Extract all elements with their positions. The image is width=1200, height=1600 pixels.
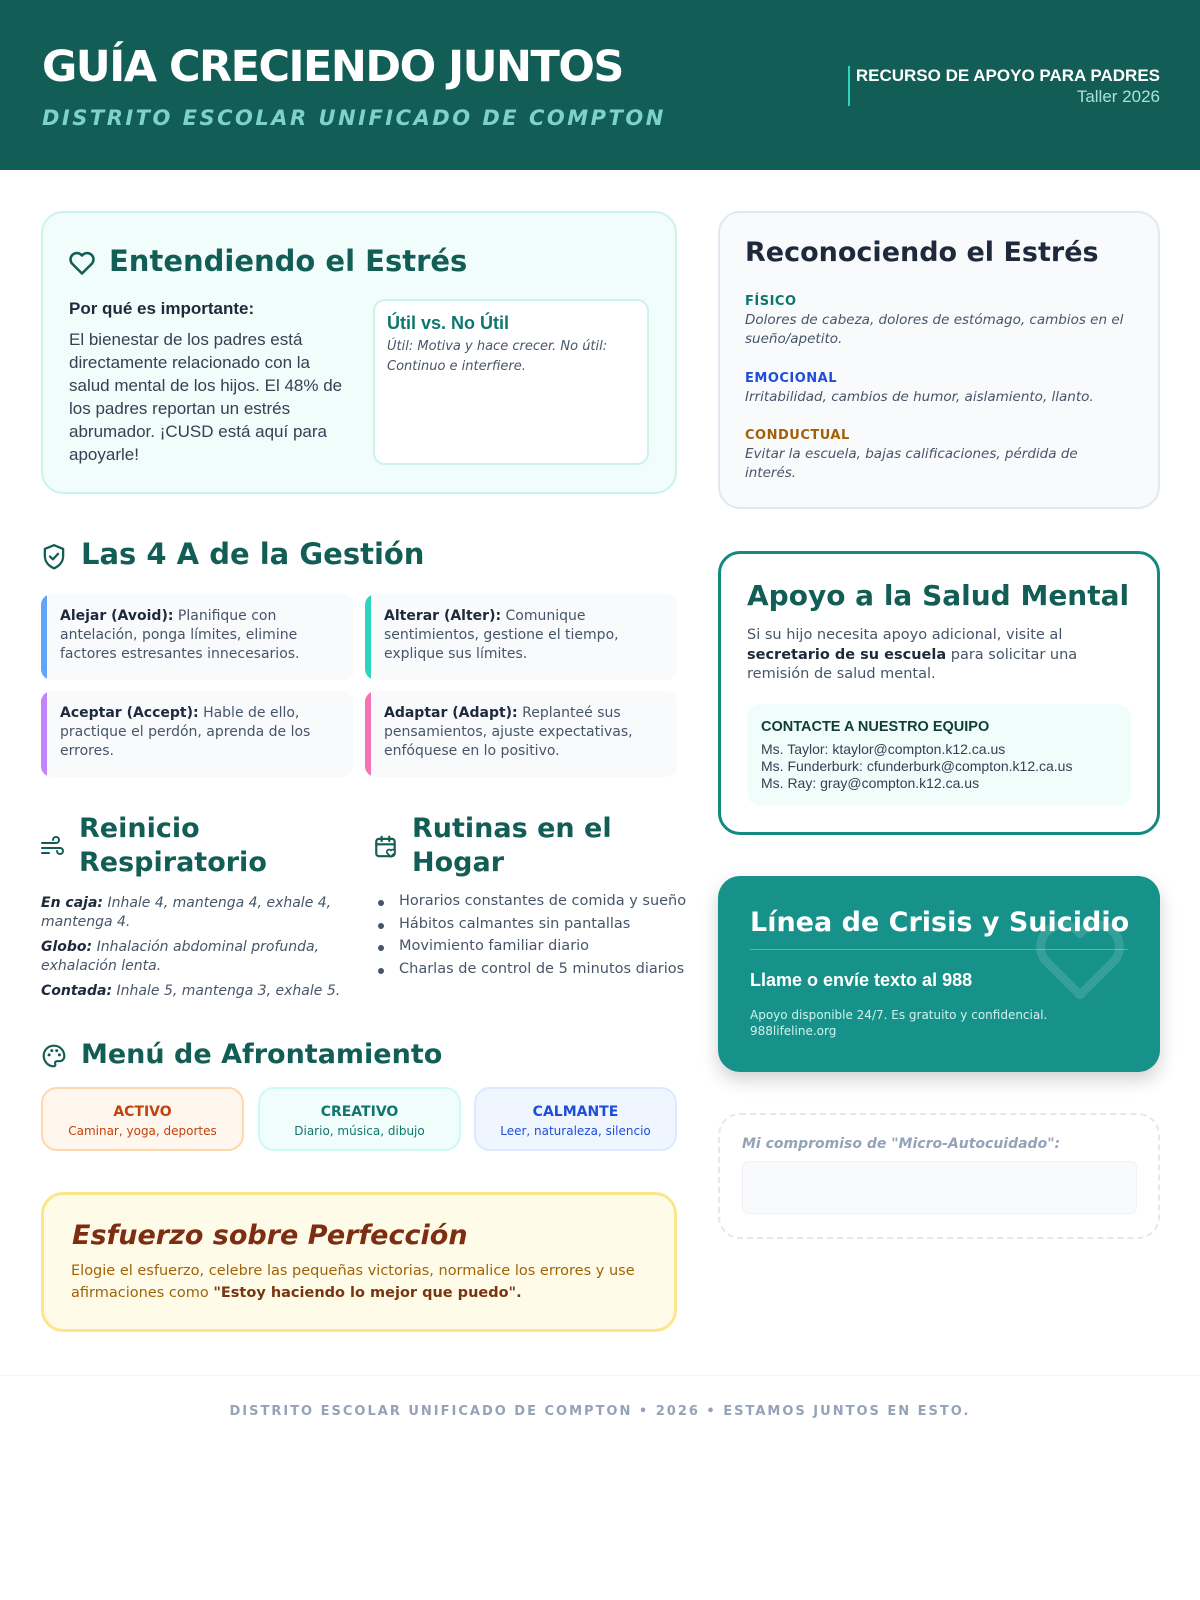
commitment-label: Mi compromiso de "Micro-Autocuidado": xyxy=(742,1136,1061,1152)
crisis-call-988: Llame o envíe texto al 988 xyxy=(750,970,973,990)
workshop-label: Taller 2026 xyxy=(1076,87,1160,106)
strategy-term: Alterar (Alter): xyxy=(384,608,502,624)
emotional-text: Irritabilidad, cambios de humor, aislamiento, llanto. xyxy=(745,389,1094,405)
emotional-label: EMOCIONAL xyxy=(745,371,838,386)
strategy-text: Replanteé sus pensamientos, ajuste expectativas, enfóquese en lo positivo. xyxy=(384,705,633,759)
mental-health-title: Apoyo a la Salud Mental xyxy=(747,579,1130,612)
strategy-card-adapt xyxy=(365,691,677,777)
routines-title xyxy=(412,812,612,880)
accent-bar xyxy=(41,691,47,777)
contact-taylor[interactable]: Ms. Taylor: ktaylor@compton.k12.ca.us xyxy=(761,741,1006,757)
page-footer: DISTRITO ESCOLAR UNIFICADO DE COMPTON • 2026 • ESTAMOS JUNTOS EN ESTO. xyxy=(229,1404,971,1419)
page-title: GUÍA CRECIENDO JUNTOS xyxy=(42,42,623,92)
routines-list xyxy=(378,893,688,983)
coping-option-calming xyxy=(474,1087,677,1151)
wind-icon xyxy=(40,836,66,858)
list-item: Horarios constantes de comida y sueño xyxy=(378,893,688,916)
divider xyxy=(750,949,1128,950)
strategy-term: Adaptar (Adapt): xyxy=(384,705,518,721)
coping-menu-title: Menú de Afrontamiento xyxy=(81,1039,443,1070)
breathing-title xyxy=(79,812,267,880)
strategy-term: Aceptar (Accept): xyxy=(60,705,199,721)
crisis-website-link[interactable]: 988lifeline.org xyxy=(750,1024,837,1038)
coping-option-examples: Diario, música, dibujo xyxy=(294,1124,425,1138)
coping-option-examples: Caminar, yoga, deportes xyxy=(68,1124,217,1138)
breathing-term: Contada: xyxy=(41,983,113,999)
palette-icon xyxy=(41,1043,67,1069)
breathing-term: En caja: xyxy=(41,895,103,911)
footer-divider xyxy=(0,1375,1200,1376)
accent-bar xyxy=(365,594,371,680)
understanding-title: Entendiendo el Estrés xyxy=(109,244,468,278)
accent-bar xyxy=(365,691,371,777)
why-important-label: Por qué es importante: xyxy=(69,299,255,318)
coping-option-label: CREATIVO xyxy=(320,1104,399,1120)
contact-team-heading: CONTACTE A NUESTRO EQUIPO xyxy=(761,719,990,735)
mental-health-text-part: para solicitar una remisión de salud mental. xyxy=(747,646,1078,682)
accent-bar xyxy=(41,594,47,680)
coping-option-active xyxy=(41,1087,244,1151)
effort-title: Esfuerzo sobre Perfección xyxy=(72,1220,468,1251)
breathing-text: Inhale 5, mantenga 3, exhale 5. xyxy=(116,983,341,999)
page-header xyxy=(0,0,1200,170)
useful-vs-unhelpful-title: Útil vs. No Útil xyxy=(387,313,510,333)
strategy-text: Hable de ello, practique el perdón, aprenda de los errores. xyxy=(60,705,311,759)
strategy-card-accept xyxy=(41,691,353,777)
district-subtitle: DISTRITO ESCOLAR UNIFICADO DE COMPTON xyxy=(42,106,666,130)
coping-option-label: ACTIVO xyxy=(113,1104,172,1120)
strategy-text: Comunique sentimientos, gestione el tiempo, explique sus límites. xyxy=(384,608,619,662)
heart-icon xyxy=(68,250,96,276)
coping-option-label: CALMANTE xyxy=(532,1104,619,1120)
physical-label: FÍSICO xyxy=(745,294,797,309)
shield-check-icon xyxy=(41,543,67,571)
list-item: Movimiento familiar diario xyxy=(378,938,688,961)
coping-option-creative xyxy=(258,1087,461,1151)
affirmation-quote: "Estoy haciendo lo mejor que puedo". xyxy=(213,1285,522,1301)
breathing-text: Inhale 4, mantenga 4, exhale 4, mantenga 4. xyxy=(41,895,332,930)
breathing-title-line2: Respiratorio xyxy=(79,847,267,878)
breathing-text: Inhalación abdominal profunda, exhalación lenta. xyxy=(41,939,320,974)
list-item: Hábitos calmantes sin pantallas xyxy=(378,916,688,939)
crisis-availability: Apoyo disponible 24/7. Es gratuito y confidencial. xyxy=(750,1008,1048,1022)
school-secretary-emphasis: secretario de su escuela xyxy=(747,646,947,663)
behavioral-label: CONDUCTUAL xyxy=(745,428,850,443)
header-divider xyxy=(848,66,850,106)
list-item: Charlas de control de 5 minutos diarios xyxy=(378,961,688,984)
contact-ray[interactable]: Ms. Ray: gray@compton.k12.ca.us xyxy=(761,775,980,791)
coping-option-examples: Leer, naturaleza, silencio xyxy=(500,1124,651,1138)
breathing-item-box xyxy=(41,894,341,932)
behavioral-text: Evitar la escuela, bajas calificaciones, pérdida de interés. xyxy=(745,446,1078,481)
breathing-term: Globo: xyxy=(41,939,93,955)
commitment-input[interactable] xyxy=(742,1161,1137,1214)
crisis-title: Línea de Crisis y Suicidio xyxy=(750,907,1130,938)
strategy-card-avoid xyxy=(41,594,353,680)
mental-health-text xyxy=(747,626,1132,685)
contact-funderburk[interactable]: Ms. Funderburk: cfunderburk@compton.k12.ca.us xyxy=(761,758,1073,774)
strategy-term: Alejar (Avoid): xyxy=(60,608,174,624)
resource-label: RECURSO DE APOYO PARA PADRES xyxy=(855,66,1160,85)
useful-vs-unhelpful-text: Útil: Motiva y hace crecer. No útil: Continuo e interfiere. xyxy=(387,339,608,374)
why-important-text: El bienestar de los padres está directamente relacionado con la salud mental de los hijos. El 48% de los padres reportan un estrés abrumador. ¡CUSD está aquí para apoyarle! xyxy=(69,330,343,464)
breathing-item-balloon xyxy=(41,938,341,976)
calendar-heart-icon xyxy=(373,834,399,860)
effort-text xyxy=(71,1260,661,1304)
breathing-item-counted xyxy=(41,982,341,1001)
effort-text-part: Elogie el esfuerzo, celebre las pequeñas victorias, normalice los errores y use afirmaciones como xyxy=(71,1263,635,1301)
routines-title-line1: Rutinas en el xyxy=(412,813,612,844)
breathing-title-line1: Reinicio xyxy=(79,813,200,844)
four-a-title: Las 4 A de la Gestión xyxy=(81,537,425,571)
strategy-text: Planifique con antelación, ponga límites, elimine factores estresantes innecesarios. xyxy=(60,608,300,662)
strategy-card-alter xyxy=(365,594,677,680)
routines-title-line2: Hogar xyxy=(412,847,505,878)
physical-text: Dolores de cabeza, dolores de estómago, cambios en el sueño/apetito. xyxy=(745,312,1124,347)
recognizing-title: Reconociendo el Estrés xyxy=(745,237,1099,268)
mental-health-text-part: Si su hijo necesita apoyo adicional, visite al xyxy=(747,627,1063,643)
